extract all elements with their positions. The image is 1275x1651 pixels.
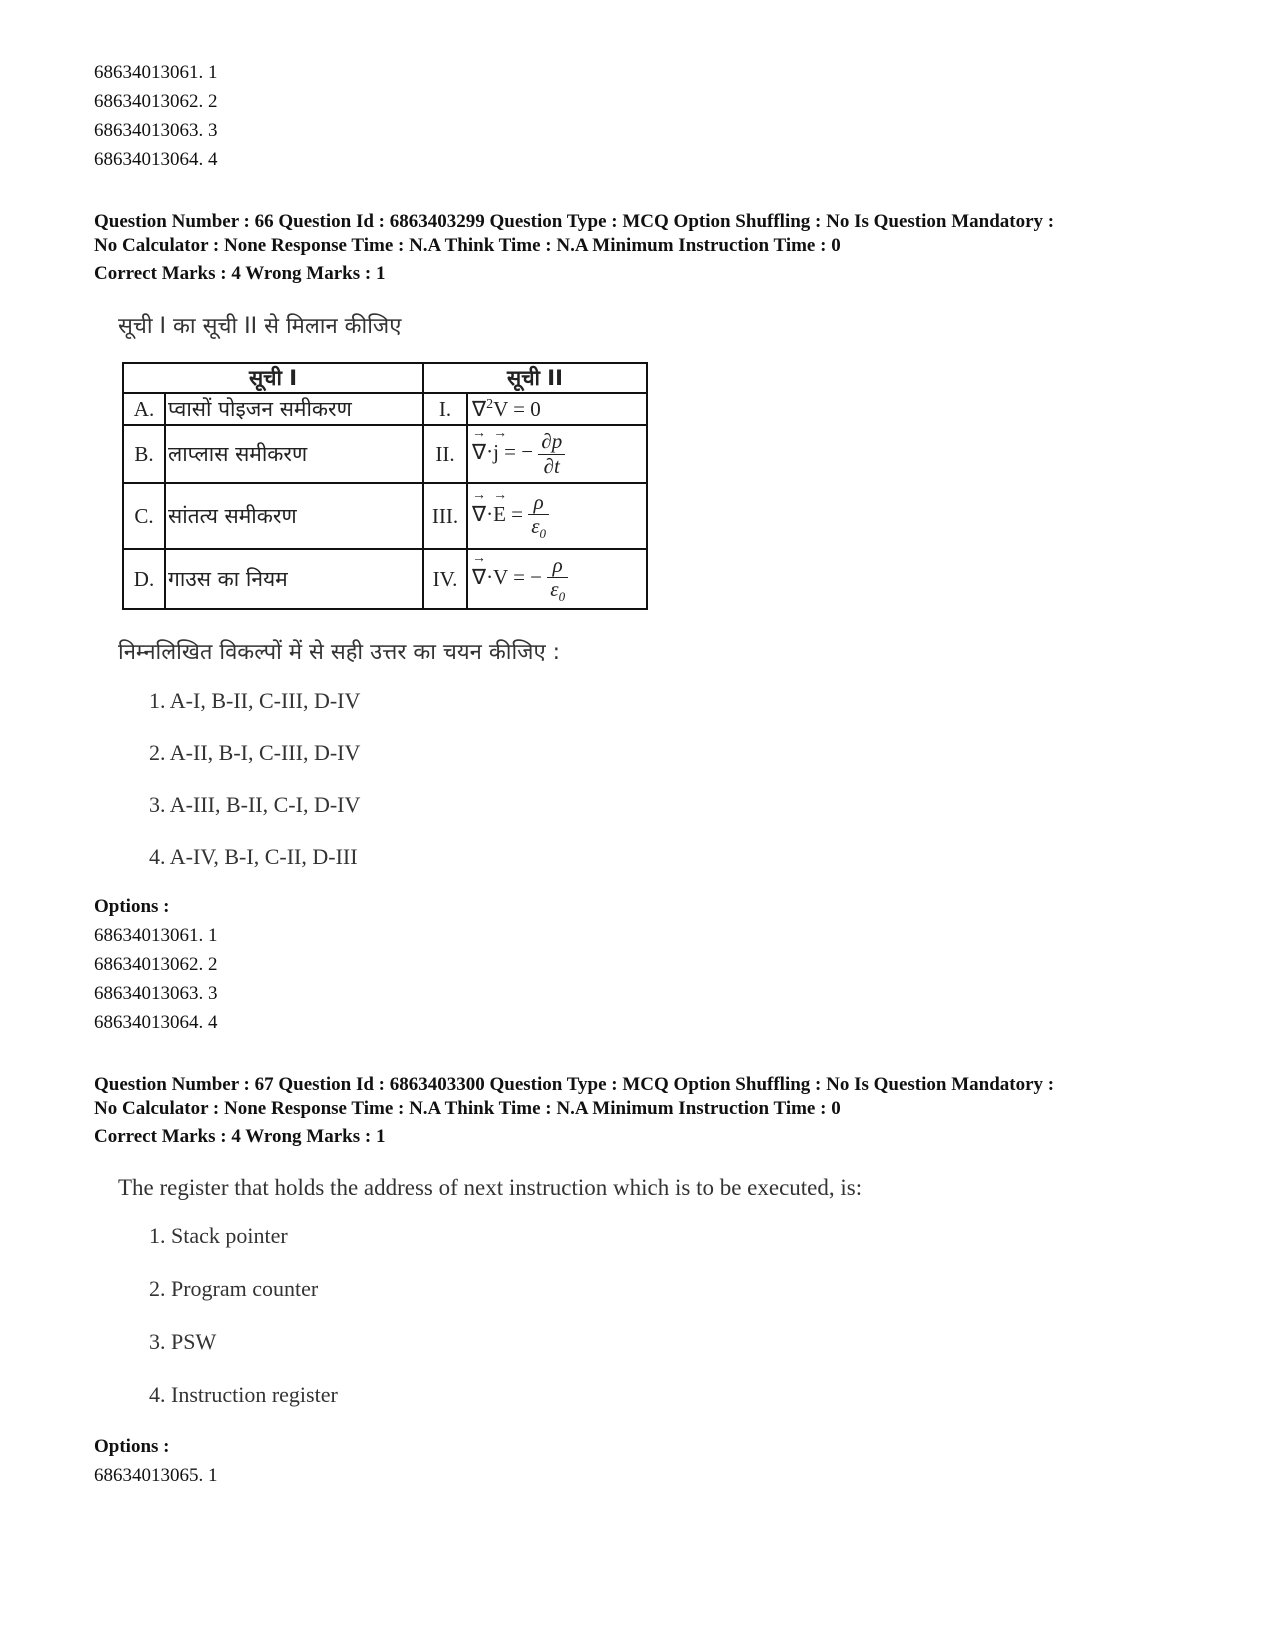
- answer-choice: 1. Stack pointer: [149, 1223, 288, 1248]
- question-marks: Correct Marks : 4 Wrong Marks : 1: [94, 263, 386, 284]
- question-instruction: निम्नलिखित विकल्पों में से सही उत्तर का चयन कीजिए :: [118, 640, 561, 665]
- answer-choice: 3. A-III, B-II, C-I, D-IV: [149, 792, 361, 817]
- answer-choice: 4. A-IV, B-I, C-II, D-III: [149, 844, 358, 869]
- match-table: [122, 362, 648, 610]
- document-page: [94, 58, 1194, 1490]
- question-meta-line: Question Number : 67 Question Id : 6863403300 Question Type : MCQ Option Shuffling : No Is Question Mandatory :: [94, 1074, 1055, 1095]
- question-66-block: [94, 210, 1194, 1037]
- row-label: III.: [423, 483, 467, 549]
- answer-choice: 4. Instruction register: [149, 1382, 338, 1407]
- option-id: 68634013063. 3: [94, 120, 218, 141]
- option-id: 68634013065. 1: [94, 1465, 218, 1486]
- question-prompt: सूची I का सूची II से मिलान कीजिए: [118, 314, 402, 339]
- row-label: D.: [123, 549, 165, 609]
- answer-choices: [94, 688, 1194, 884]
- question-meta-line: Question Number : 66 Question Id : 6863403299 Question Type : MCQ Option Shuffling : No Is Question Mandatory :: [94, 211, 1055, 232]
- options-list: [94, 921, 1194, 1037]
- option-id: 68634013062. 2: [94, 954, 218, 975]
- option-id: 68634013064. 4: [94, 149, 218, 170]
- options-label: Options :: [94, 896, 170, 917]
- options-label: Options :: [94, 1436, 170, 1457]
- question-marks: Correct Marks : 4 Wrong Marks : 1: [94, 1126, 386, 1147]
- row-label: C.: [123, 483, 165, 549]
- list-1-item: सांतत्य समीकरण: [165, 483, 423, 549]
- list-1-header: सूची I: [123, 363, 423, 393]
- answer-choice: 3. PSW: [149, 1329, 217, 1354]
- row-label: IV.: [423, 549, 467, 609]
- list-1-item: लाप्लास समीकरण: [165, 425, 423, 483]
- option-id: 68634013063. 3: [94, 983, 218, 1004]
- question-67-block: [94, 1073, 1194, 1490]
- question-meta-line: No Calculator : None Response Time : N.A Think Time : N.A Minimum Instruction Time : 0: [94, 235, 841, 256]
- answer-choice: 1. A-I, B-II, C-III, D-IV: [149, 688, 361, 713]
- option-id: 68634013061. 1: [94, 925, 218, 946]
- equation-laplace: ∇$^2$V = 0: [467, 393, 647, 425]
- row-label: I.: [423, 393, 467, 425]
- options-list: [94, 1461, 1194, 1490]
- row-label: A.: [123, 393, 165, 425]
- answer-choice: 2. A-II, B-I, C-III, D-IV: [149, 740, 361, 765]
- list-1-item: गाउस का नियम: [165, 549, 423, 609]
- equation-gauss: → ∇·→ E = $\frac{\rho}{\varepsilon_0}$: [467, 483, 647, 549]
- equation-continuity: → ∇·→ j = − $\frac{\partial p}{\partial t}$: [467, 425, 647, 483]
- previous-options-list: [94, 58, 1194, 174]
- option-id: 68634013062. 2: [94, 91, 218, 112]
- question-prompt: The register that holds the address of next instruction which is to be executed, is:: [118, 1175, 863, 1200]
- row-label: B.: [123, 425, 165, 483]
- option-id: 68634013064. 4: [94, 1012, 218, 1033]
- equation-poisson: → ∇·V = − $\frac{\rho}{\varepsilon_0}$: [467, 549, 647, 609]
- option-id: 68634013061. 1: [94, 62, 218, 83]
- answer-choices: [94, 1223, 1194, 1424]
- question-meta-line: No Calculator : None Response Time : N.A Think Time : N.A Minimum Instruction Time : 0: [94, 1098, 841, 1119]
- list-2-header: सूची II: [423, 363, 647, 393]
- row-label: II.: [423, 425, 467, 483]
- answer-choice: 2. Program counter: [149, 1276, 319, 1301]
- list-1-item: प्वासों पोइजन समीकरण: [165, 393, 423, 425]
